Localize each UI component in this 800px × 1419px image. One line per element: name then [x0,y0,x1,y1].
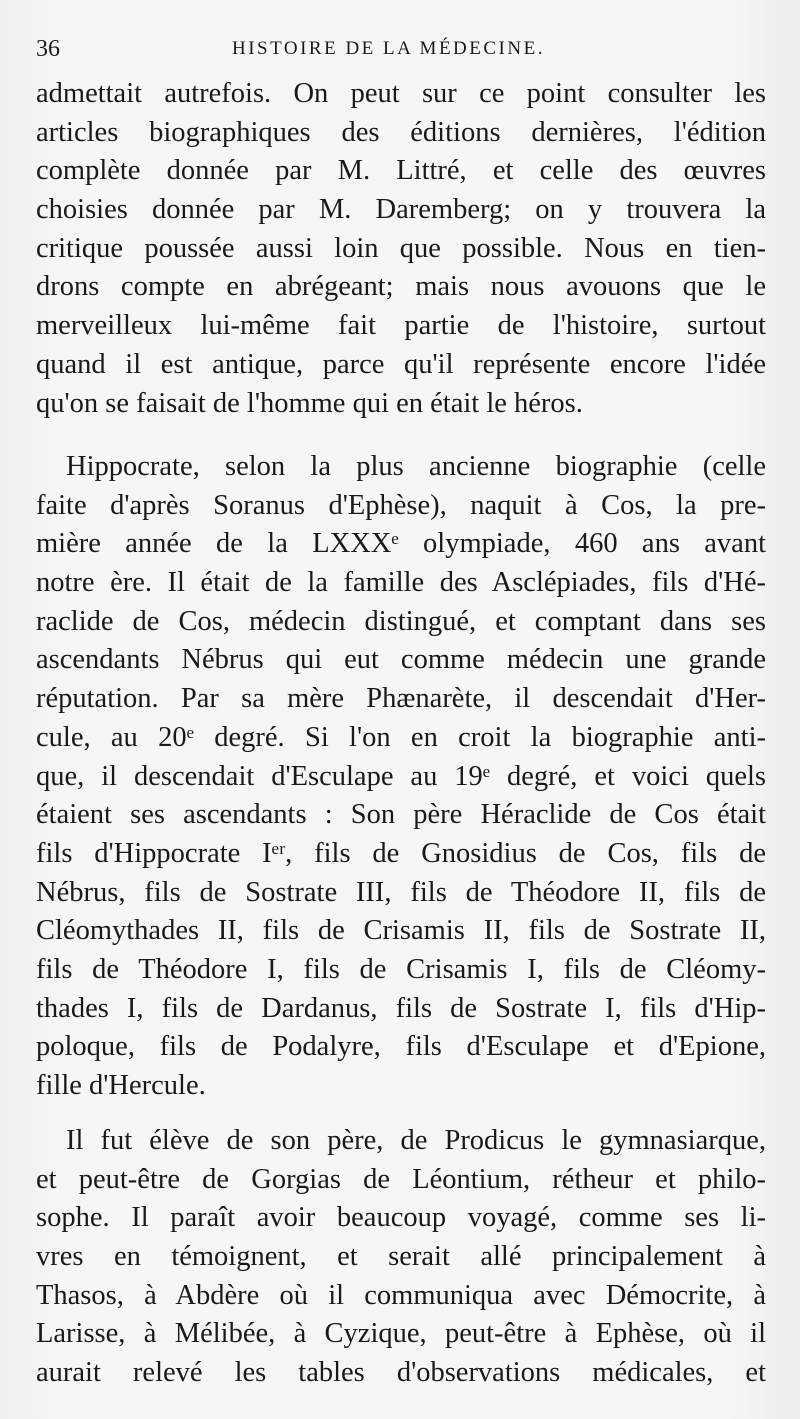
text-line: poloque, fils de Podalyre, fils d'Esculape et d'Epione, [36,1031,766,1063]
paragraph-1 [36,75,766,423]
text-line: thades I, fils de Dardanus, fils de Sostrate I, fils d'Hip- [36,992,766,1024]
text-line: complète donnée par M. Littré, et celle des œuvres [36,155,766,187]
text-line: Il fut élève de son père, de Prodicus le gymnasiarque, [66,1125,766,1156]
text-line: et peut-être de Gorgias de Léontium, rétheur et philo- [36,1163,766,1195]
text-line: sophe. Il paraît avoir beaucoup voyagé, comme ses li- [36,1202,766,1234]
text-line: fille d'Hercule. [36,1070,206,1101]
text-line: quand il est antique, parce qu'il représente encore l'idée [36,348,766,380]
text-line: Nébrus, fils de Sostrate III, fils de Théodore II, fils de [36,876,766,908]
text-line: Hippocrate, selon la plus ancienne biographie (celle [66,451,766,482]
text-line: Thasos, à Abdère où il communiqua avec Démocrite, à [36,1279,766,1311]
text-line: choisies donnée par M. Daremberg; on y trouvera la [36,194,766,226]
text-line: fils de Théodore I, fils de Crisamis I, fils de Cléomy- [36,953,766,985]
text-line: étaient ses ascendants : Son père Héraclide de Cos était [36,799,766,831]
text-line: qu'on se faisait de l'homme qui en était le héros. [36,387,583,419]
text-line: articles biographiques des éditions dernières, l'édition [36,116,766,148]
paragraph-3 [36,1122,766,1393]
text-line: drons compte en abrégeant; mais nous avouons que le [36,271,766,303]
text-line: critique poussée aussi loin que possible. Nous en tien- [36,232,766,264]
text-line: mière année de la LXXXᵉ olympiade, 460 ans avant [36,528,766,560]
page-number: 36 [36,36,60,62]
text-line: raclide de Cos, médecin distingué, et comptant dans ses [36,605,766,637]
text-line: aurait relevé les tables d'observations médicales, et [36,1357,766,1389]
text-line: fils d'Hippocrate Iᵉʳ, fils de Gnosidius de Cos, fils de [36,837,766,869]
text-line: admettait autrefois. On peut sur ce point consulter les [36,78,766,109]
text-line: Cléomythades II, fils de Crisamis II, fils de Sostrate II, [36,915,766,947]
text-line: ascendants Nébrus qui eut comme médecin une grande [36,644,766,676]
text-line: merveilleux lui-même fait partie de l'histoire, surtout [36,310,766,342]
paragraph-2 [36,448,766,1106]
text-line: vres en témoignent, et serait allé principalement à [36,1241,766,1273]
text-line: notre ère. Il était de la famille des Asclépiades, fils d'Hé- [36,567,766,599]
text-line: que, il descendait d'Esculape au 19ᵉ degré, et voici quels [36,760,766,792]
text-line: faite d'après Soranus d'Ephèse), naquit à Cos, la pre- [36,489,766,521]
text-line: Larisse, à Mélibée, à Cyzique, peut-être à Ephèse, où il [36,1318,766,1350]
text-line: réputation. Par sa mère Phænarète, il descendait d'Her- [36,683,766,715]
page-header [36,30,766,60]
running-title: HISTOIRE DE LA MÉDECINE. [232,38,545,59]
text-line: cule, au 20ᵉ degré. Si l'on en croit la biographie anti- [36,721,766,753]
